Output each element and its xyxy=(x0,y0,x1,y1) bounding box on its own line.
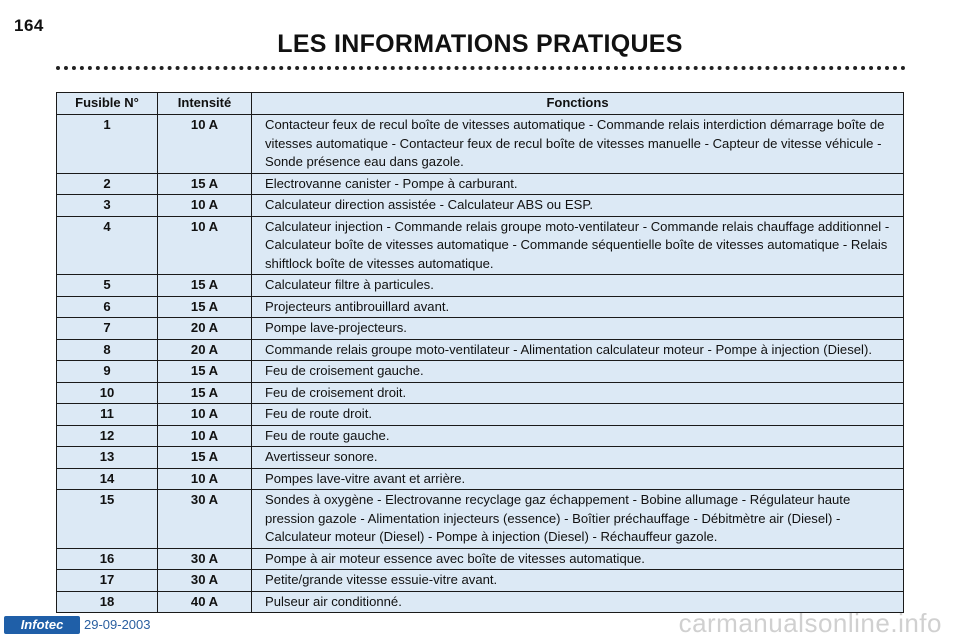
fuse-number-cell: 13 xyxy=(57,447,158,469)
intensity-cell: 15 A xyxy=(158,382,252,404)
table-row xyxy=(57,339,904,361)
intensity-cell: 15 A xyxy=(158,447,252,469)
fuse-number-cell: 16 xyxy=(57,548,158,570)
table-row xyxy=(57,425,904,447)
fuse-number-cell: 5 xyxy=(57,275,158,297)
infotec-logo: Infotec xyxy=(4,616,80,634)
functions-cell: Projecteurs antibrouillard avant. xyxy=(252,296,904,318)
table-header-row xyxy=(57,93,904,115)
table-row xyxy=(57,318,904,340)
fuse-number-cell: 6 xyxy=(57,296,158,318)
table-row xyxy=(57,570,904,592)
intensity-cell: 30 A xyxy=(158,570,252,592)
functions-cell: Pompe à air moteur essence avec boîte de vitesses automatique. xyxy=(252,548,904,570)
fuse-number-cell: 2 xyxy=(57,173,158,195)
header-intensity: Intensité xyxy=(158,93,252,115)
footer-date: 29-09-2003 xyxy=(84,617,151,632)
functions-cell: Pompes lave-vitre avant et arrière. xyxy=(252,468,904,490)
fuse-number-cell: 17 xyxy=(57,570,158,592)
functions-cell: Contacteur feux de recul boîte de vitesses automatique - Commande relais interdiction démarrage boîte de vitesses automatique - Contacteur feux de recul boîte de vitesses manuelle - Capteur de vitesse véhicule - Sonde présence eau dans gazole. xyxy=(252,115,904,174)
table-row xyxy=(57,195,904,217)
intensity-cell: 10 A xyxy=(158,425,252,447)
functions-cell: Avertisseur sonore. xyxy=(252,447,904,469)
fuse-number-cell: 1 xyxy=(57,115,158,174)
intensity-cell: 20 A xyxy=(158,339,252,361)
intensity-cell: 15 A xyxy=(158,275,252,297)
header-functions: Fonctions xyxy=(252,93,904,115)
table-row xyxy=(57,115,904,174)
table-row xyxy=(57,490,904,549)
functions-cell: Pulseur air conditionné. xyxy=(252,591,904,613)
intensity-cell: 10 A xyxy=(158,115,252,174)
functions-cell: Feu de croisement gauche. xyxy=(252,361,904,383)
functions-cell: Calculateur filtre à particules. xyxy=(252,275,904,297)
intensity-cell: 30 A xyxy=(158,548,252,570)
fuse-table-body xyxy=(57,115,904,613)
functions-cell: Feu de croisement droit. xyxy=(252,382,904,404)
page-number: 164 xyxy=(14,16,44,35)
intensity-cell: 40 A xyxy=(158,591,252,613)
intensity-cell: 20 A xyxy=(158,318,252,340)
intensity-cell: 10 A xyxy=(158,468,252,490)
fuse-number-cell: 12 xyxy=(57,425,158,447)
functions-cell: Commande relais groupe moto-ventilateur - Alimentation calculateur moteur - Pompe à injection (Diesel). xyxy=(252,339,904,361)
table-row xyxy=(57,296,904,318)
fuse-number-cell: 18 xyxy=(57,591,158,613)
table-row xyxy=(57,382,904,404)
fuse-number-cell: 10 xyxy=(57,382,158,404)
page-title: LES INFORMATIONS PRATIQUES xyxy=(277,30,683,58)
intensity-cell: 15 A xyxy=(158,173,252,195)
functions-cell: Feu de route gauche. xyxy=(252,425,904,447)
table-row xyxy=(57,447,904,469)
fuse-number-cell: 9 xyxy=(57,361,158,383)
watermark: carmanualsonline.info xyxy=(678,608,942,638)
fuse-number-cell: 15 xyxy=(57,490,158,549)
fuse-number-cell: 3 xyxy=(57,195,158,217)
table-row xyxy=(57,548,904,570)
table-row xyxy=(57,173,904,195)
fuse-number-cell: 11 xyxy=(57,404,158,426)
table-row xyxy=(57,361,904,383)
intensity-cell: 10 A xyxy=(158,216,252,275)
functions-cell: Feu de route droit. xyxy=(252,404,904,426)
functions-cell: Calculateur injection - Commande relais groupe moto-ventilateur - Commande relais chauffage additionnel - Calculateur boîte de vitesses automatique - Commande séquentielle boîte de vitesses automatique - Relais shiftlock boîte de vitesses automatique. xyxy=(252,216,904,275)
fuse-number-cell: 8 xyxy=(57,339,158,361)
functions-cell: Pompe lave-projecteurs. xyxy=(252,318,904,340)
functions-cell: Calculateur direction assistée - Calculateur ABS ou ESP. xyxy=(252,195,904,217)
intensity-cell: 15 A xyxy=(158,296,252,318)
table-row xyxy=(57,468,904,490)
table-row xyxy=(57,275,904,297)
table-row xyxy=(57,404,904,426)
fuse-number-cell: 7 xyxy=(57,318,158,340)
fuse-number-cell: 14 xyxy=(57,468,158,490)
functions-cell: Petite/grande vitesse essuie-vitre avant. xyxy=(252,570,904,592)
functions-cell: Electrovanne canister - Pompe à carburant. xyxy=(252,173,904,195)
intensity-cell: 15 A xyxy=(158,361,252,383)
intensity-cell: 10 A xyxy=(158,195,252,217)
intensity-cell: 10 A xyxy=(158,404,252,426)
table-row xyxy=(57,216,904,275)
dotted-divider xyxy=(56,66,906,70)
fuse-number-cell: 4 xyxy=(57,216,158,275)
header-fuse-number: Fusible N° xyxy=(57,93,158,115)
intensity-cell: 30 A xyxy=(158,490,252,549)
functions-cell: Sondes à oxygène - Electrovanne recyclage gaz échappement - Bobine allumage - Régulateur haute pression gazole - Alimentation injecteurs (essence) - Boîtier préchauffage - Débitmètre air (Diesel) - Calculateur moteur (Diesel) - Pompe à injection (Diesel) - Réchauffeur gazole. xyxy=(252,490,904,549)
fuse-table xyxy=(56,92,904,613)
